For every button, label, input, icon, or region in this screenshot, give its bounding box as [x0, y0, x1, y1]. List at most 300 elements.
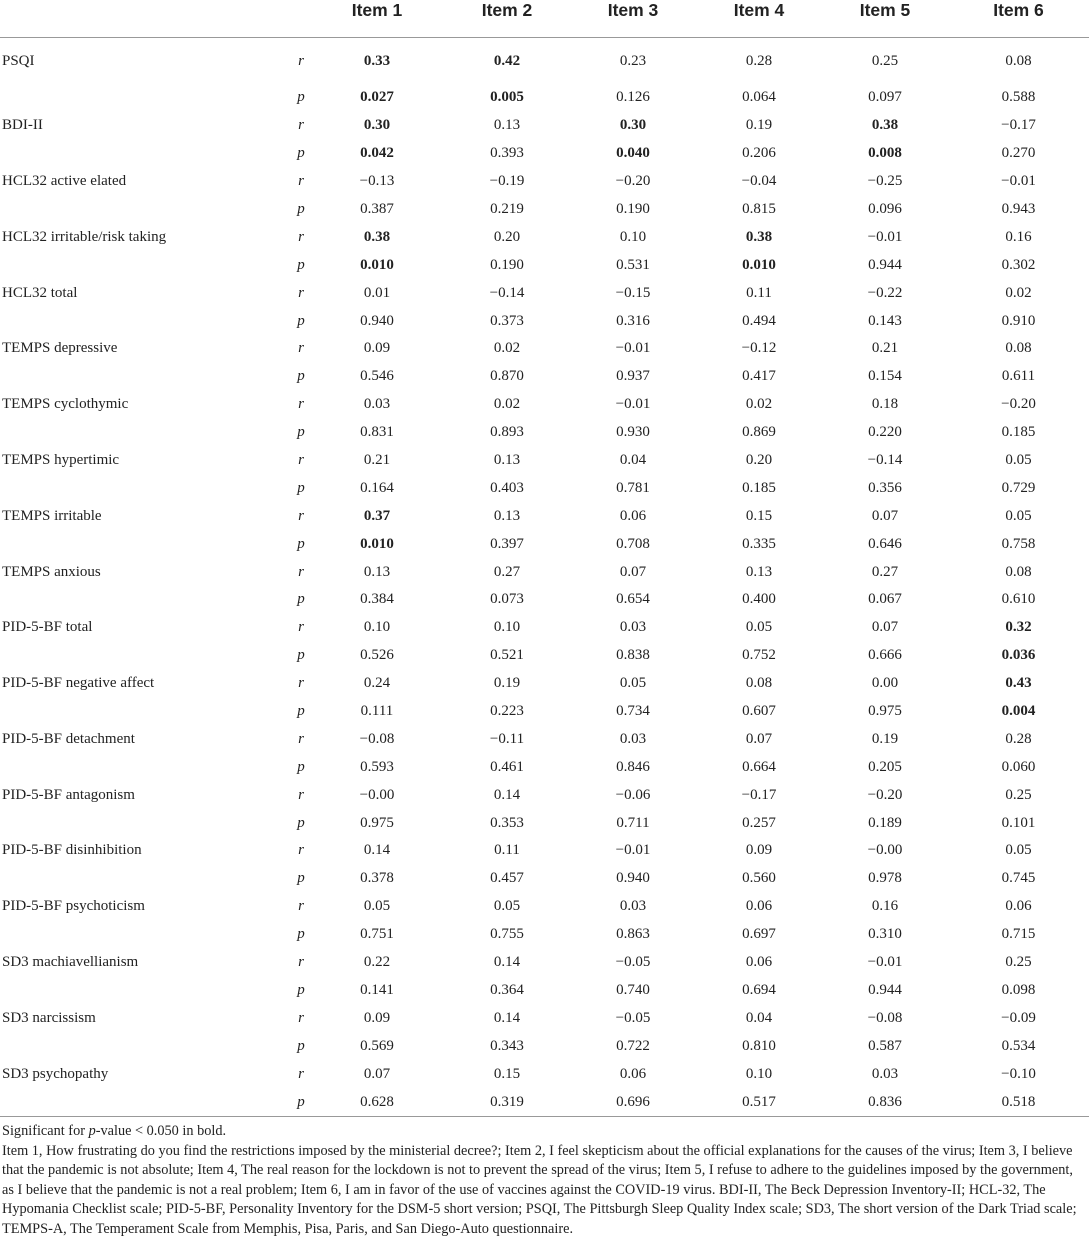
table-row	[0, 670, 1089, 698]
value-cell: −0.01	[615, 842, 651, 859]
value-cell: 0.07	[871, 619, 899, 636]
variable-label	[0, 84, 280, 112]
statistic-label: r	[298, 619, 304, 636]
value-cell: 0.06	[619, 1065, 647, 1082]
value-cell: 0.21	[363, 452, 391, 469]
value-cell: 0.08	[1005, 563, 1032, 580]
table-row	[0, 84, 1089, 112]
table-row	[0, 698, 1089, 726]
statistic-label: r	[298, 898, 304, 915]
table-row	[0, 753, 1089, 781]
value-cell: 0.316	[616, 312, 650, 329]
table-row	[0, 1032, 1089, 1060]
statistic-label: r	[298, 284, 304, 301]
value-cell: 0.28	[1005, 730, 1032, 747]
variable-label	[0, 921, 280, 949]
value-cell: 0.708	[616, 535, 650, 552]
value-cell: 0.143	[868, 312, 902, 329]
value-cell: 0.18	[871, 396, 899, 413]
variable-label	[0, 530, 280, 558]
value-cell: 0.257	[742, 814, 776, 831]
value-cell: 0.02	[493, 340, 521, 357]
value-cell: 0.205	[868, 758, 902, 775]
value-cell: 0.098	[1001, 981, 1036, 998]
statistic-label: p	[297, 256, 305, 273]
variable-label: HCL32 active elated	[2, 173, 127, 190]
value-cell: 0.02	[745, 396, 773, 413]
table-row	[0, 1088, 1089, 1116]
value-cell: 0.697	[742, 926, 776, 943]
value-cell: 0.43	[1005, 675, 1032, 692]
value-cell: 0.758	[1001, 535, 1036, 552]
value-cell: 0.067	[868, 591, 902, 608]
value-cell: 0.14	[493, 954, 521, 971]
value-cell: 0.611	[1001, 368, 1036, 385]
statistic-label: p	[297, 145, 305, 162]
value-cell: 0.755	[490, 926, 524, 943]
statistic-label: r	[298, 507, 304, 524]
value-cell: 0.815	[742, 201, 776, 217]
value-cell: 0.10	[493, 619, 521, 636]
table-footnotes	[2, 1122, 1088, 1240]
table-row	[0, 363, 1089, 391]
value-cell: 0.38	[871, 117, 899, 134]
value-cell: 0.02	[493, 396, 521, 413]
statistic-label: p	[297, 535, 305, 552]
table-row	[0, 168, 1089, 196]
variable-label: BDI-II	[2, 117, 43, 134]
value-cell: 0.975	[360, 814, 394, 831]
value-cell: 0.810	[742, 1037, 776, 1054]
value-cell: −0.01	[867, 954, 903, 971]
value-cell: 0.343	[490, 1037, 524, 1054]
value-cell: 0.518	[948, 1088, 1089, 1116]
value-cell: 0.010	[360, 535, 394, 552]
value-cell: 0.101	[1001, 814, 1036, 831]
value-cell: 0.461	[490, 758, 524, 775]
value-cell: −0.10	[1001, 1065, 1036, 1082]
table-row	[0, 196, 1089, 224]
statistic-label: r	[298, 117, 304, 134]
value-cell: 0.387	[360, 201, 394, 217]
value-cell: 0.534	[1001, 1037, 1036, 1054]
value-cell: −0.11	[489, 730, 525, 747]
value-cell: 0.02	[1005, 284, 1032, 301]
table-row	[0, 809, 1089, 837]
statistic-label: r	[298, 786, 304, 803]
value-cell: 0.15	[745, 507, 773, 524]
statistic-label: p	[280, 1088, 310, 1116]
value-cell: 0.42	[493, 52, 521, 69]
value-cell: 0.09	[745, 842, 773, 859]
value-cell: 0.07	[871, 507, 899, 524]
value-cell: −0.00	[867, 842, 903, 859]
value-cell: 0.654	[616, 591, 650, 608]
value-cell: 0.13	[493, 452, 521, 469]
table-row	[0, 38, 1089, 85]
variable-label: PID-5-BF disinhibition	[2, 842, 142, 859]
table-row	[0, 893, 1089, 921]
variable-label	[0, 363, 280, 391]
value-cell: 0.694	[742, 981, 776, 998]
value-cell: 0.32	[1005, 619, 1032, 636]
value-cell: −0.14	[489, 284, 525, 301]
value-cell: 0.863	[616, 926, 650, 943]
value-cell: 0.20	[493, 228, 521, 245]
value-cell: −0.19	[489, 173, 525, 190]
value-cell: 0.569	[360, 1037, 394, 1054]
value-cell: −0.01	[615, 340, 651, 357]
value-cell: −0.00	[359, 786, 395, 803]
value-cell: 0.190	[616, 201, 650, 217]
variable-label: PID-5-BF total	[2, 619, 93, 636]
value-cell: 0.185	[1001, 424, 1036, 441]
value-cell: 0.745	[1001, 870, 1036, 887]
statistic-label: r	[298, 730, 304, 747]
value-cell: 0.05	[1005, 452, 1032, 469]
value-cell: 0.164	[360, 479, 394, 496]
variable-label	[0, 196, 280, 224]
value-cell: 0.06	[1005, 898, 1032, 915]
table-row	[0, 977, 1089, 1005]
value-cell: −0.17	[1001, 117, 1036, 134]
statistic-label: p	[297, 591, 305, 608]
value-cell: 0.664	[742, 758, 776, 775]
statistic-label: p	[297, 647, 305, 664]
value-cell: 0.546	[360, 368, 394, 385]
value-cell: 0.04	[745, 1009, 773, 1026]
variable-label: PSQI	[2, 52, 35, 69]
value-cell: 0.870	[490, 368, 524, 385]
variable-label: HCL32 total	[2, 284, 78, 301]
statistic-label: r	[298, 396, 304, 413]
value-cell: 0.28	[745, 52, 773, 69]
column-header: Item 4	[733, 0, 785, 20]
value-cell: 0.19	[745, 117, 773, 134]
value-cell: 0.610	[1001, 591, 1036, 608]
value-cell: 0.457	[490, 870, 524, 887]
value-cell: 0.33	[363, 52, 391, 69]
variable-label	[0, 865, 280, 893]
value-cell: 0.13	[745, 563, 773, 580]
value-cell: −0.22	[867, 284, 903, 301]
table-row	[0, 614, 1089, 642]
variable-label	[0, 753, 280, 781]
value-cell: 0.06	[745, 898, 773, 915]
variable-label	[0, 977, 280, 1005]
table-row	[0, 921, 1089, 949]
statistic-label: p	[297, 89, 305, 106]
value-cell: 0.666	[868, 647, 902, 664]
value-cell: 0.560	[742, 870, 776, 887]
value-cell: 0.13	[493, 507, 521, 524]
header-blank	[280, 0, 310, 38]
value-cell: 0.03	[871, 1065, 899, 1082]
statistic-label: r	[298, 563, 304, 580]
column-header: Item 3	[607, 0, 659, 20]
value-cell: 0.628	[310, 1088, 444, 1116]
value-cell: 0.010	[360, 256, 394, 273]
value-cell: −0.05	[615, 954, 651, 971]
value-cell: 0.005	[490, 89, 524, 106]
value-cell: 0.752	[742, 647, 776, 664]
value-cell: 0.13	[493, 117, 521, 134]
variable-label: SD3 psychopathy	[2, 1065, 109, 1082]
value-cell: −0.20	[615, 173, 651, 190]
table-header	[0, 0, 1089, 38]
variable-label	[0, 140, 280, 168]
value-cell: 0.05	[745, 619, 773, 636]
value-cell: 0.38	[745, 228, 773, 245]
variable-label: TEMPS depressive	[2, 340, 118, 357]
value-cell: 0.154	[868, 368, 902, 385]
variable-label	[0, 251, 280, 279]
value-cell: 0.373	[490, 312, 524, 329]
table-row	[0, 223, 1089, 251]
variable-label: SD3 narcissism	[2, 1009, 96, 1026]
value-cell: 0.040	[616, 145, 650, 162]
variable-label	[0, 586, 280, 614]
statistic-label: p	[297, 479, 305, 496]
value-cell: −0.20	[867, 786, 903, 803]
table-row	[0, 642, 1089, 670]
statistic-label: p	[297, 703, 305, 720]
value-cell: −0.20	[1001, 396, 1036, 413]
statistic-label: p	[297, 1037, 305, 1054]
value-cell: −0.13	[359, 173, 395, 190]
value-cell: 0.944	[868, 256, 902, 273]
value-cell: 0.531	[616, 256, 650, 273]
value-cell: 0.37	[363, 507, 391, 524]
variable-label: PID-5-BF antagonism	[2, 786, 135, 803]
value-cell: 0.729	[1001, 479, 1036, 496]
table-row	[0, 530, 1089, 558]
value-cell: 0.08	[745, 675, 773, 692]
value-cell: 0.335	[742, 535, 776, 552]
table-row	[0, 251, 1089, 279]
value-cell: 0.004	[1001, 703, 1036, 720]
value-cell: −0.06	[615, 786, 651, 803]
statistic-label: p	[297, 981, 305, 998]
variable-label	[0, 474, 280, 502]
statistic-label: p	[297, 814, 305, 831]
value-cell: 0.07	[363, 1065, 391, 1082]
value-cell: 0.400	[742, 591, 776, 608]
value-cell: 0.21	[871, 340, 899, 357]
statistic-label: p	[297, 926, 305, 943]
value-cell: 0.23	[619, 52, 647, 69]
variable-label: PID-5-BF detachment	[2, 730, 135, 747]
value-cell: 0.403	[490, 479, 524, 496]
variable-label: PID-5-BF negative affect	[2, 675, 155, 692]
value-cell: 0.937	[616, 368, 650, 385]
value-cell: 0.08	[1005, 340, 1032, 357]
statistic-label: p	[297, 312, 305, 329]
table-row	[0, 419, 1089, 447]
table-row	[0, 725, 1089, 753]
value-cell: 0.07	[619, 563, 647, 580]
variable-label	[0, 809, 280, 837]
statistic-label: r	[298, 1065, 304, 1082]
value-cell: 0.10	[619, 228, 647, 245]
value-cell: 0.008	[868, 145, 902, 162]
value-cell: 0.111	[360, 703, 394, 720]
value-cell: 0.696	[570, 1088, 696, 1116]
table-row	[0, 1060, 1089, 1088]
value-cell: −0.12	[741, 340, 777, 357]
value-cell: 0.206	[742, 145, 776, 162]
value-cell: 0.060	[1001, 758, 1036, 775]
statistic-label: r	[298, 954, 304, 971]
value-cell: 0.740	[616, 981, 650, 998]
value-cell: 0.11	[494, 842, 520, 859]
value-cell: 0.838	[616, 647, 650, 664]
value-cell: 0.944	[868, 981, 902, 998]
value-cell: 0.38	[363, 228, 391, 245]
value-cell: 0.05	[1005, 842, 1032, 859]
variable-label: TEMPS irritable	[2, 507, 102, 524]
value-cell: 0.05	[493, 898, 521, 915]
value-cell: 0.010	[742, 256, 776, 273]
table-row	[0, 1004, 1089, 1032]
value-cell: 0.03	[619, 619, 647, 636]
value-cell: 0.097	[868, 89, 902, 106]
value-cell: −0.05	[615, 1009, 651, 1026]
value-cell: 0.11	[746, 284, 772, 301]
table-row	[0, 949, 1089, 977]
value-cell: 0.836	[822, 1088, 948, 1116]
value-cell: 0.15	[493, 1065, 521, 1082]
value-cell: 0.16	[1005, 228, 1032, 245]
value-cell: 0.185	[742, 479, 776, 496]
value-cell: 0.19	[493, 675, 521, 692]
table-row	[0, 474, 1089, 502]
table-row	[0, 865, 1089, 893]
table-row	[0, 781, 1089, 809]
value-cell: 0.607	[742, 703, 776, 720]
value-cell: 0.722	[616, 1037, 650, 1054]
statistic-label: p	[297, 870, 305, 887]
value-cell: 0.10	[745, 1065, 773, 1082]
value-cell: 0.364	[490, 981, 524, 998]
value-cell: −0.04	[741, 173, 777, 190]
value-cell: 0.397	[490, 535, 524, 552]
value-cell: 0.22	[363, 954, 391, 971]
variable-label	[0, 642, 280, 670]
value-cell: 0.073	[490, 591, 524, 608]
value-cell: 0.319	[444, 1088, 570, 1116]
variable-label: TEMPS anxious	[2, 563, 101, 580]
value-cell: 0.521	[490, 647, 524, 664]
statistic-label: r	[298, 675, 304, 692]
value-cell: −0.09	[1001, 1009, 1036, 1026]
table-row	[0, 391, 1089, 419]
value-cell: 0.13	[363, 563, 391, 580]
variable-label	[0, 1032, 280, 1060]
value-cell: 0.715	[1001, 926, 1036, 943]
value-cell: 0.978	[868, 870, 902, 887]
value-cell: 0.042	[360, 145, 394, 162]
value-cell: −0.25	[867, 173, 903, 190]
statistic-label: p	[297, 201, 305, 217]
significance-note-prefix: Significant for	[2, 1123, 89, 1139]
value-cell: 0.10	[363, 619, 391, 636]
value-cell: 0.06	[745, 954, 773, 971]
statistic-label: r	[298, 228, 304, 245]
table-row	[0, 447, 1089, 475]
table-row	[0, 307, 1089, 335]
value-cell: 0.940	[616, 870, 650, 887]
statistic-label: r	[298, 340, 304, 357]
value-cell: 0.126	[616, 89, 650, 106]
value-cell: 0.01	[363, 284, 391, 301]
header-row	[0, 0, 1089, 38]
value-cell: 0.24	[363, 675, 391, 692]
column-header: Item 2	[481, 0, 533, 20]
value-cell: 0.494	[742, 312, 776, 329]
value-cell: 0.064	[742, 89, 776, 106]
value-cell: 0.25	[1005, 786, 1032, 803]
table-body	[0, 38, 1089, 1117]
variable-label: TEMPS hypertimic	[2, 452, 120, 469]
value-cell: 0.30	[363, 117, 391, 134]
value-cell: 0.190	[490, 256, 524, 273]
value-cell: 0.356	[868, 479, 902, 496]
variable-label: PID-5-BF psychoticism	[2, 898, 145, 915]
value-cell: 0.526	[360, 647, 394, 664]
value-cell: −0.01	[867, 228, 903, 245]
value-cell: 0.07	[745, 730, 773, 747]
value-cell: −0.17	[741, 786, 777, 803]
value-cell: −0.15	[615, 284, 651, 301]
table-row	[0, 112, 1089, 140]
value-cell: 0.06	[619, 507, 647, 524]
value-cell: 0.781	[616, 479, 650, 496]
table-row	[0, 837, 1089, 865]
table-row	[0, 279, 1089, 307]
value-cell: 0.384	[360, 591, 394, 608]
table-row	[0, 502, 1089, 530]
value-cell: 0.27	[871, 563, 899, 580]
value-cell: 0.05	[1005, 507, 1032, 524]
value-cell: 0.393	[490, 145, 524, 162]
statistic-label: p	[297, 368, 305, 385]
value-cell: 0.16	[871, 898, 899, 915]
value-cell: 0.04	[619, 452, 647, 469]
value-cell: 0.141	[360, 981, 394, 998]
statistic-label: r	[298, 452, 304, 469]
value-cell: 0.036	[1001, 647, 1036, 664]
value-cell: 0.05	[619, 675, 647, 692]
statistic-label: r	[298, 842, 304, 859]
value-cell: 0.25	[871, 52, 899, 69]
column-header: Item 5	[859, 0, 911, 20]
value-cell: 0.893	[490, 424, 524, 441]
value-cell: 0.09	[363, 1009, 391, 1026]
variable-label: TEMPS cyclothymic	[2, 396, 129, 413]
value-cell: 0.975	[868, 703, 902, 720]
value-cell: −0.08	[359, 730, 395, 747]
statistic-label: r	[298, 52, 304, 69]
value-cell: 0.646	[868, 535, 902, 552]
value-cell: 0.08	[1005, 52, 1032, 69]
abbreviation-legend: Item 1, How frustrating do you find the restrictions imposed by the ministerial decree?; Item 2, I feel skepticism about the official explanations for the causes of the virus; Item 3, I believe that the pandemic is not absolute; Item 4, The real reason for the lockdown is not to prevent the spread of the virus; Item 5, I refuse to adhere to the guidelines imposed by the government, as I believe that the pandemic is not a real problem; Item 6, I am in favor of the use of vaccines against the COVID-19 virus. BDI-II, The Beck Depression Inventory-II; HCL-32, The Hypomania Checklist scale; PID-5-BF, Personality Inventory for the DSM-5 short version; PSQI, The Pittsburgh Sleep Quality Index scale; SD3, The short version of the Dark Triad scale; TEMPS-A, The Temperament Scale from Memphis, Pisa, Paris, and San Diego-Auto questionnaire.	[2, 1142, 1077, 1237]
table-row	[0, 586, 1089, 614]
value-cell: 0.593	[360, 758, 394, 775]
column-header: Item 6	[993, 0, 1044, 20]
value-cell: −0.08	[867, 1009, 903, 1026]
statistic-label: r	[298, 1009, 304, 1026]
